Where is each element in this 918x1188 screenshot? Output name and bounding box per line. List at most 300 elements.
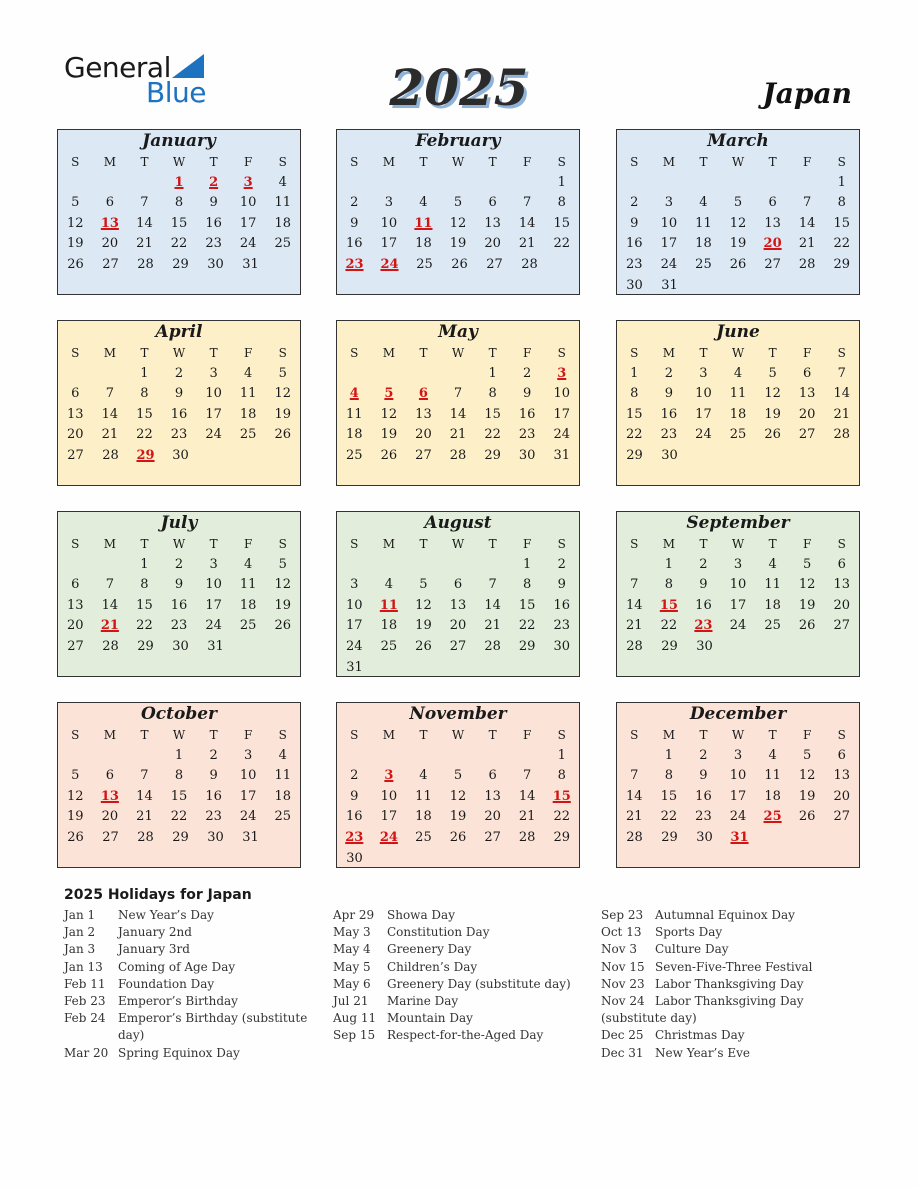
day-cell: 27 [102,829,119,845]
day-cell: 30 [346,850,363,866]
holiday-date: May 3 [333,925,371,940]
day-cell: 29 [484,447,501,463]
day-cell: 28 [137,256,154,272]
day-cell: 22 [660,809,678,825]
day-cell: 18 [239,597,257,613]
holiday-row [64,924,334,941]
holiday-name: Showa Day [387,908,455,922]
day-cell: 14 [101,406,119,422]
day-cell: 16 [170,406,188,422]
day-cell: 9 [350,788,359,804]
day-cell: 7 [105,386,114,402]
empty-cell [652,173,687,194]
day-cell: 18 [274,215,292,231]
day-cell: 29 [553,829,571,845]
day-cell: 24 [239,236,257,252]
day-cell: 8 [140,386,149,402]
holiday-name: Coming of Age Day [118,959,236,974]
weekday-header: T [140,155,149,169]
day-cell: 12 [798,768,816,784]
day-cell: 15 [626,406,643,422]
day-cell: 12 [764,386,781,402]
weekday-header: S [278,537,287,551]
day-cell: 8 [140,577,149,593]
holiday-name: Autumnal Equinox Day [655,908,795,922]
logo-text-blue: Blue [146,76,206,109]
day-cell: 13 [415,406,432,422]
day-cell: 25 [764,618,781,634]
day-cell: 24 [695,427,712,443]
day-cell: 16 [518,406,536,422]
holiday-row [333,924,603,941]
day-cell: 2 [630,195,639,211]
day-cell: 16 [553,597,571,613]
holiday-date: Mar 20 [64,1045,109,1060]
month-june [616,320,860,486]
day-cell: 16 [205,788,222,804]
holiday-day: 13 [100,788,119,804]
day-cell: 21 [484,618,501,634]
holiday-row [333,1010,603,1027]
day-cell: 27 [833,618,851,634]
day-cell: 1 [664,747,673,763]
weekday-header: T [768,537,777,551]
weekday-header: T [419,155,428,169]
holiday-day: 15 [659,597,678,613]
day-cell: 29 [661,638,678,654]
holiday-row [333,959,603,976]
day-cell: 28 [137,829,154,845]
holidays-title: 2025 Holidays for Japan [64,887,252,903]
day-cell: 2 [699,556,708,572]
day-cell: 25 [274,809,292,825]
day-cell: 31 [346,659,363,675]
month-name: April [155,322,203,342]
holiday-day: 3 [243,174,253,190]
day-cell: 25 [729,427,747,443]
holiday-date: Oct 13 [601,925,642,940]
month-name: July [160,513,198,533]
holiday-date: Sep 15 [333,1028,376,1043]
day-cell: 17 [729,788,747,804]
day-cell: 19 [67,236,84,252]
day-cell: 25 [346,447,363,463]
day-cell: 20 [833,788,851,804]
holiday-date: May 6 [333,976,371,991]
month-name: February [415,131,501,151]
day-cell: 10 [695,386,712,402]
holiday-name: Greenery Day (substitute day) [387,976,571,991]
day-cell: 6 [105,768,114,784]
holiday-day: 3 [557,365,567,381]
day-cell: 27 [449,638,467,654]
weekday-header: T [419,537,428,551]
day-cell: 24 [729,809,747,825]
holiday-day: 3 [384,768,394,784]
day-cell: 8 [523,577,532,593]
day-cell: 14 [136,788,153,804]
day-cell: 30 [518,447,536,463]
day-cell: 14 [626,597,643,613]
day-cell: 15 [553,215,571,231]
day-cell: 26 [67,829,84,845]
empty-cell [127,746,162,767]
day-cell: 22 [170,236,188,252]
day-cell: 15 [660,788,678,804]
day-cell: 7 [630,577,639,593]
month-february [336,129,580,295]
day-cell: 31 [242,256,259,272]
holiday-row [333,1027,603,1044]
weekday-header: W [451,346,465,360]
day-cell: 22 [626,427,643,443]
day-cell: 21 [136,809,153,825]
empty-cell [58,555,93,576]
day-cell: 21 [626,809,643,825]
day-cell: 6 [837,556,846,572]
day-cell: 17 [380,809,398,825]
day-cell: 9 [664,386,673,402]
day-cell: 17 [346,618,363,634]
day-cell: 30 [207,829,224,845]
day-cell: 15 [136,406,153,422]
day-cell: 8 [664,577,673,593]
day-cell: 12 [798,577,816,593]
holiday-row [64,959,334,976]
day-cell: 7 [523,195,532,211]
month-name: November [409,704,507,724]
day-cell: 5 [733,195,743,211]
holiday-name: Mountain Day [387,1011,473,1026]
day-cell: 10 [205,386,222,402]
holiday-date: Apr 29 [333,908,375,922]
weekday-header: F [244,346,253,360]
day-cell: 24 [205,427,222,443]
day-cell: 6 [71,577,80,593]
weekday-header: T [209,346,218,360]
day-cell: 24 [660,256,678,272]
day-cell: 18 [346,427,363,443]
holiday-day: 23 [345,829,364,845]
day-cell: 27 [764,256,781,272]
day-cell: 8 [557,768,566,784]
day-cell: 3 [699,365,708,381]
empty-cell [372,173,407,194]
day-cell: 16 [346,809,363,825]
holiday-day: 4 [349,386,359,402]
day-cell: 25 [274,236,292,252]
day-cell: 11 [764,577,781,593]
day-cell: 28 [833,427,851,443]
day-cell: 24 [553,427,571,443]
weekday-header: S [350,346,359,360]
day-cell: 18 [764,788,781,804]
weekday-header: T [699,346,708,360]
weekday-header: F [803,346,812,360]
day-cell: 7 [105,577,114,593]
empty-cell [441,364,476,385]
holiday-day: 11 [414,215,433,231]
holiday-name: Seven-Five-Three Festival [655,959,813,974]
day-cell: 6 [803,365,812,381]
holiday-column [64,907,334,1062]
day-cell: 22 [136,427,153,443]
weekday-header: F [244,537,253,551]
day-cell: 2 [664,365,673,381]
day-cell: 1 [140,365,149,381]
weekday-header: T [419,728,428,742]
weekday-header: M [103,155,117,169]
holiday-name: Children’s Day [387,959,478,974]
day-cell: 13 [764,215,781,231]
holiday-row [333,907,603,924]
day-cell: 3 [733,556,743,572]
empty-cell [617,746,652,767]
holiday-day: 6 [418,386,428,402]
day-cell: 10 [729,577,747,593]
day-cell: 2 [209,747,218,763]
day-cell: 14 [798,215,816,231]
day-cell: 13 [67,597,84,613]
holiday-row [333,976,603,993]
day-cell: 31 [553,447,571,463]
weekday-header: W [172,155,186,169]
day-cell: 4 [384,577,393,593]
weekday-header: M [382,728,396,742]
weekday-header: S [630,728,639,742]
day-cell: 20 [67,427,84,443]
day-cell: 8 [174,195,184,211]
day-cell: 22 [660,618,678,634]
day-cell: 21 [798,236,816,252]
weekday-header: M [103,537,117,551]
weekday-header: T [488,155,497,169]
weekday-header: W [731,728,745,742]
day-cell: 17 [205,406,222,422]
weekday-header: T [419,346,428,360]
day-cell: 10 [380,788,398,804]
weekday-header: F [803,155,812,169]
day-cell: 23 [518,427,536,443]
holiday-name: Constitution Day [387,925,490,940]
day-cell: 10 [346,597,363,613]
holiday-date: Dec 25 [601,1028,644,1043]
day-cell: 10 [380,215,398,231]
day-cell: 20 [415,427,432,443]
holiday-day: 29 [136,447,155,463]
day-cell: 25 [239,618,257,634]
day-cell: 27 [67,447,84,463]
holiday-name: Culture Day [655,942,729,957]
day-cell: 11 [695,215,712,231]
weekday-header: W [451,537,465,551]
holiday-name: Respect-for-the-Aged Day [387,1028,544,1043]
day-cell: 19 [764,406,781,422]
weekday-header: W [731,346,745,360]
weekday-header: T [699,537,708,551]
month-name: December [689,704,787,724]
day-cell: 7 [630,768,639,784]
day-cell: 1 [140,556,149,572]
holiday-date: May 4 [333,942,371,957]
day-cell: 28 [521,256,538,272]
day-cell: 30 [661,447,678,463]
holiday-day: 23 [345,256,364,272]
day-cell: 10 [205,577,222,593]
holiday-date: Nov 15 [601,959,645,974]
day-cell: 7 [140,195,149,211]
weekday-header: S [630,537,639,551]
day-cell: 14 [626,788,643,804]
empty-cell [790,173,825,194]
month-october [57,702,301,868]
weekday-header: T [768,728,777,742]
month-name: September [686,513,790,533]
day-cell: 9 [209,768,218,784]
holiday-row [601,907,871,924]
day-cell: 18 [239,406,257,422]
month-may [336,320,580,486]
day-cell: 20 [449,618,467,634]
weekday-header: S [71,346,80,360]
holiday-row [333,941,603,958]
weekday-header: S [278,728,287,742]
weekday-header: M [662,346,676,360]
empty-cell [441,555,476,576]
day-cell: 13 [484,215,501,231]
empty-cell [93,555,128,576]
day-cell: 23 [170,427,188,443]
empty-cell [93,173,128,194]
weekday-header: T [140,346,149,360]
day-cell: 9 [174,386,184,402]
day-cell: 26 [764,427,781,443]
day-cell: 29 [518,638,536,654]
holiday-name: Greenery Day [387,942,472,957]
weekday-header: S [278,155,287,169]
day-cell: 28 [484,638,501,654]
month-name: March [707,131,769,151]
weekday-header: S [837,537,846,551]
day-cell: 9 [699,768,708,784]
day-cell: 5 [71,195,80,211]
holiday-name: Labor Thanksgiving Day [655,976,804,991]
day-cell: 26 [274,427,292,443]
day-cell: 27 [415,447,432,463]
holiday-row [601,976,871,993]
empty-cell [127,173,162,194]
day-cell: 17 [239,215,257,231]
day-cell: 21 [449,427,467,443]
day-cell: 15 [170,215,188,231]
day-cell: 4 [278,174,287,190]
empty-cell [510,746,545,767]
empty-cell [337,173,372,194]
day-cell: 15 [484,406,501,422]
holiday-name: Labor Thanksgiving Day (substitute day) [601,994,804,1026]
day-cell: 3 [664,195,673,211]
holiday-row [601,941,871,958]
day-cell: 16 [205,215,222,231]
day-cell: 27 [486,256,503,272]
day-cell: 2 [350,768,359,784]
empty-cell [686,173,721,194]
holiday-row [64,1045,334,1062]
day-cell: 9 [699,577,708,593]
day-cell: 12 [274,386,292,402]
day-cell: 1 [630,365,639,381]
day-cell: 8 [557,195,566,211]
day-cell: 29 [833,256,851,272]
day-cell: 28 [518,829,536,845]
day-cell: 19 [449,809,467,825]
day-cell: 9 [350,215,359,231]
day-cell: 22 [170,809,188,825]
day-cell: 15 [136,597,153,613]
day-cell: 29 [137,638,154,654]
day-cell: 12 [415,597,432,613]
day-cell: 18 [274,788,292,804]
holiday-name: Emperor’s Birthday (substitute day) [118,1011,308,1043]
day-cell: 4 [244,556,253,572]
weekday-header: T [768,155,777,169]
weekday-header: W [451,728,465,742]
day-cell: 16 [170,597,188,613]
month-november [336,702,580,868]
day-cell: 19 [729,236,747,252]
day-cell: 12 [449,215,467,231]
weekday-header: S [71,537,80,551]
day-cell: 11 [239,386,257,402]
day-cell: 5 [768,365,777,381]
day-cell: 3 [350,577,359,593]
day-cell: 27 [67,638,84,654]
day-cell: 2 [557,556,566,572]
holiday-row [64,1010,334,1044]
day-cell: 24 [729,618,747,634]
day-cell: 6 [768,195,777,211]
weekday-header: S [71,155,80,169]
empty-cell [441,746,476,767]
day-cell: 3 [244,747,253,763]
weekday-header: W [451,155,465,169]
day-cell: 14 [518,788,536,804]
day-cell: 4 [244,365,253,381]
holiday-column [333,907,603,1045]
holiday-date: Feb 23 [64,994,106,1009]
day-cell: 14 [833,386,851,402]
day-cell: 5 [803,747,812,763]
day-cell: 18 [729,406,747,422]
day-cell: 21 [833,406,851,422]
day-cell: 28 [102,638,119,654]
day-cell: 6 [71,386,80,402]
day-cell: 11 [764,768,781,784]
day-cell: 13 [484,788,501,804]
holiday-date: Nov 24 [601,994,645,1009]
day-cell: 22 [518,618,536,634]
day-cell: 23 [695,809,712,825]
holiday-day: 11 [379,597,398,613]
day-cell: 4 [419,195,428,211]
day-cell: 22 [553,236,571,252]
day-cell: 15 [518,597,536,613]
day-cell: 27 [484,829,501,845]
empty-cell [510,173,545,194]
day-cell: 16 [695,597,712,613]
day-cell: 1 [488,365,497,381]
day-cell: 19 [798,597,816,613]
